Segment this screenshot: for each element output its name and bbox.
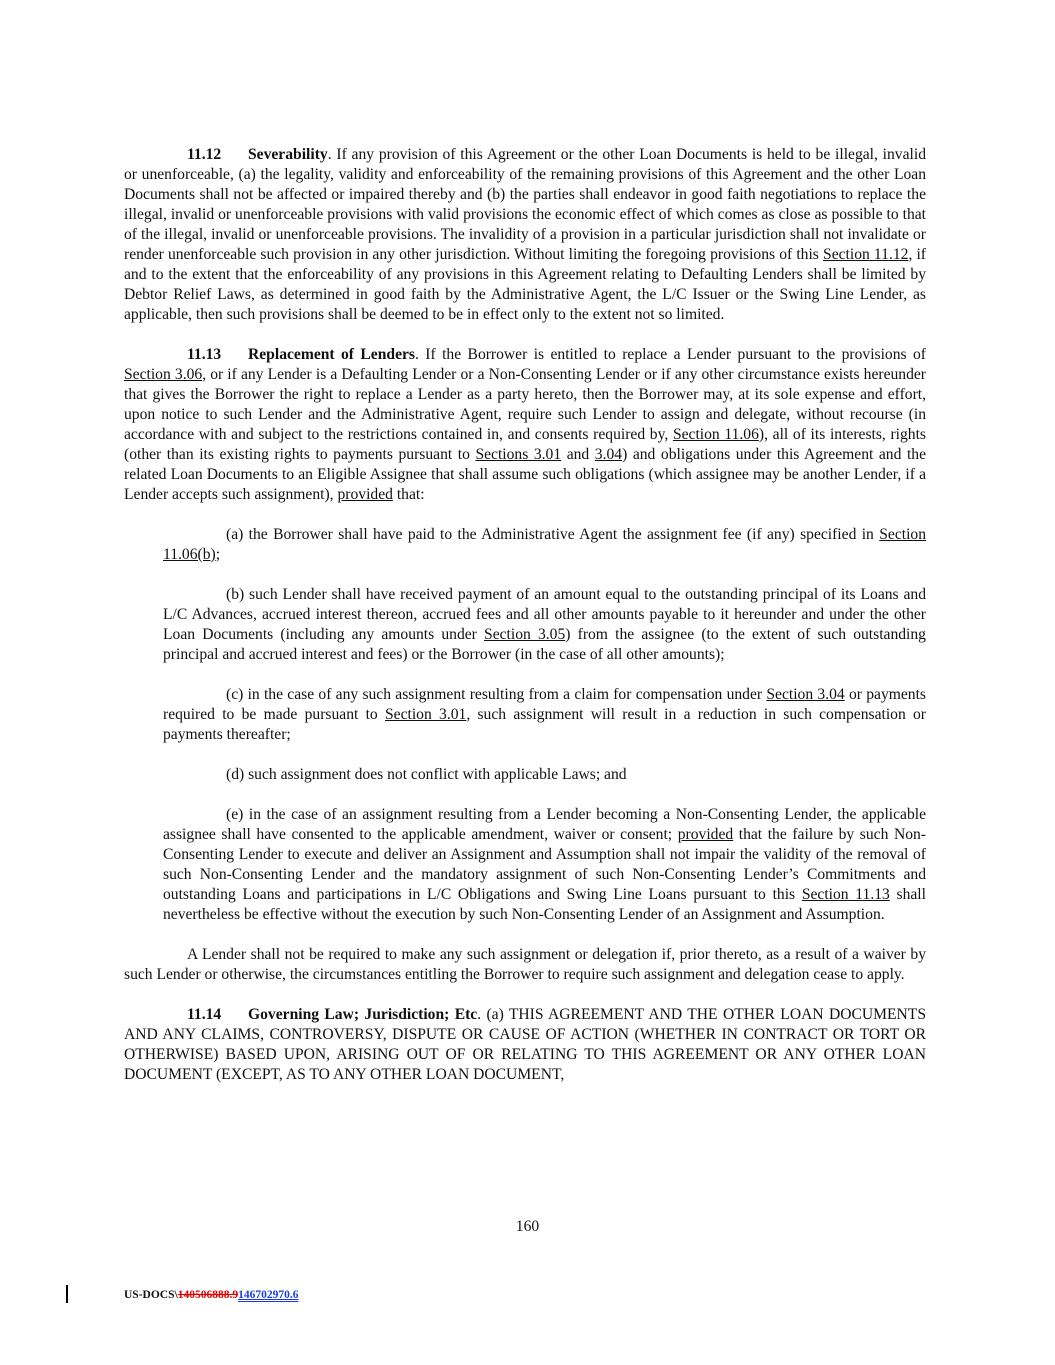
cross-reference: Section 11.13 (801, 886, 890, 903)
section-number: 11.13 (187, 346, 222, 363)
section-11-14: 11.14 Governing Law; Jurisdiction; Etc. (a) THIS AGREEMENT AND THE OTHER LOAN DOCUMENTS AND ANY CLAIMS, CONTROVERSY, DISPUTE OR CAUSE OF ACTION (WHETHER IN CONTRACT OR TORT OR OTHERWISE) BASED UPON, ARISING OUT OF OR RELATING TO THIS AGREEMENT OR ANY OTHER LOAN DOCUMENT (EXCEPT, AS TO ANY OTHER LOAN DOCUMENT, (124, 1006, 927, 1083)
section-number: 11.14 (187, 1006, 222, 1023)
change-bar (66, 1285, 68, 1303)
page-number: 160 (515, 1218, 540, 1235)
cross-reference: Section 11.06 (672, 426, 759, 443)
document-id-footer (124, 1289, 298, 1301)
section-11-13: 11.13 Replacement of Lenders. If the Borrower is entitled to replace a Lender pursuant to the provisions of Section 3.06, or if any Lender is a Defaulting Lender or a Non-Consenting Lender or if any other circumstance exists hereunder that gives the Borrower the right to replace a Lender as a party hereto, then the Borrower may, at its sole expense and effort, upon notice to such Lender and the Administrative Agent, require such Lender to assign and delegate, without recourse (in accordance with and subject to the restrictions contained in, and consents required by, Section 11.06), all of its interests, rights (other than its existing rights to payments pursuant to Sections 3.01 and 3.04) and obligations under this Agreement and the related Loan Documents to an Eligible Assignee that shall assume such obligations (which assignee may be another Lender, if a Lender accepts such assignment), provided that: (124, 346, 927, 503)
inserted-doc-id: 146702970.6 (238, 1289, 299, 1301)
clause-d: (d) such assignment does not conflict with applicable Laws; and (226, 766, 627, 783)
cross-reference: Sections 3.01 (475, 446, 562, 463)
deleted-doc-id: 140506888.9 (177, 1289, 239, 1301)
cross-reference: Section 3.06 (124, 366, 203, 383)
clause-a: (a) the Borrower shall have paid to the Administrative Agent the assignment fee (if any) specified in Section 11.06(b); (163, 526, 926, 563)
cross-reference: 3.04 (594, 446, 623, 463)
cross-reference: Section 3.05 (484, 626, 566, 643)
cross-reference: Section 11.06(b) (163, 526, 926, 563)
cross-reference: Section 11.12 (823, 246, 909, 263)
clause-e: (e) in the case of an assignment resulting from a Lender becoming a Non-Consenting Lender, the applicable assignee shall have consented to the applicable amendment, waiver or consent; provided that the failure by such Non-Consenting Lender to execute and deliver an Assignment and Assumption shall not impair the validity of the removal of such Non-Consenting Lender and the mandatory assignment of such Non-Consenting Lender’s Commitments and outstanding Loans and participations in L/C Obligations and Swing Line Loans pursuant to this Section 11.13 shall nevertheless be effective without the execution by such Non-Consenting Lender of an Assignment and Assumption. (163, 806, 926, 923)
section-title: Governing Law; Jurisdiction; Etc (248, 1006, 478, 1023)
proviso-term: provided (337, 486, 393, 503)
section-title: Replacement of Lenders (248, 346, 415, 363)
document-page (124, 145, 926, 1105)
closing-paragraph: A Lender shall not be required to make any such assignment or delegation if, prior thereto, as a result of a waiver by such Lender or otherwise, the circumstances entitling the Borrower to require such assignment and delegation cease to apply. (124, 946, 926, 983)
cross-reference: Section 3.01 (384, 706, 467, 723)
clause-c: (c) in the case of any such assignment resulting from a claim for compensation under Section 3.04 or payments required to be made pursuant to Section 3.01, such assignment will result in a reduction in such compensation or payments thereafter; (163, 686, 926, 743)
section-11-12: 11.12 Severability. If any provision of this Agreement or the other Loan Documents is held to be illegal, invalid or unenforceable, (a) the legality, validity and enforceability of the remaining provisions of this Agreement and the other Loan Documents shall not be affected or impaired thereby and (b) the parties shall endeavor in good faith negotiations to replace the illegal, invalid or unenforceable provisions with valid provisions the economic effect of which comes as close as possible to that of the illegal, invalid or unenforceable provisions. The invalidity of a provision in a particular jurisdiction shall not invalidate or render unenforceable such provision in any other jurisdiction. Without limiting the foregoing provisions of this Section 11.12, if and to the extent that the enforceability of any provisions in this Agreement relating to Defaulting Lenders shall be limited by Debtor Relief Laws, as determined in good faith by the Administrative Agent, the L/C Issuer or the Swing Line Lender, as applicable, then such provisions shall be deemed to be in effect only to the extent not so limited. (124, 146, 926, 323)
section-title: Severability (248, 146, 328, 163)
section-number: 11.12 (187, 146, 222, 163)
cross-reference: Section 3.04 (766, 686, 845, 703)
proviso-term: provided (677, 826, 734, 843)
clause-b: (b) such Lender shall have received payment of an amount equal to the outstanding principal of its Loans and L/C Advances, accrued interest thereon, accrued fees and all other amounts payable to it hereunder and under the other Loan Documents (including any amounts under Section 3.05) from the assignee (to the extent of such outstanding principal and accrued interest and fees) or the Borrower (in the case of all other amounts); (163, 586, 926, 663)
doc-prefix: US-DOCS\ (124, 1289, 178, 1301)
